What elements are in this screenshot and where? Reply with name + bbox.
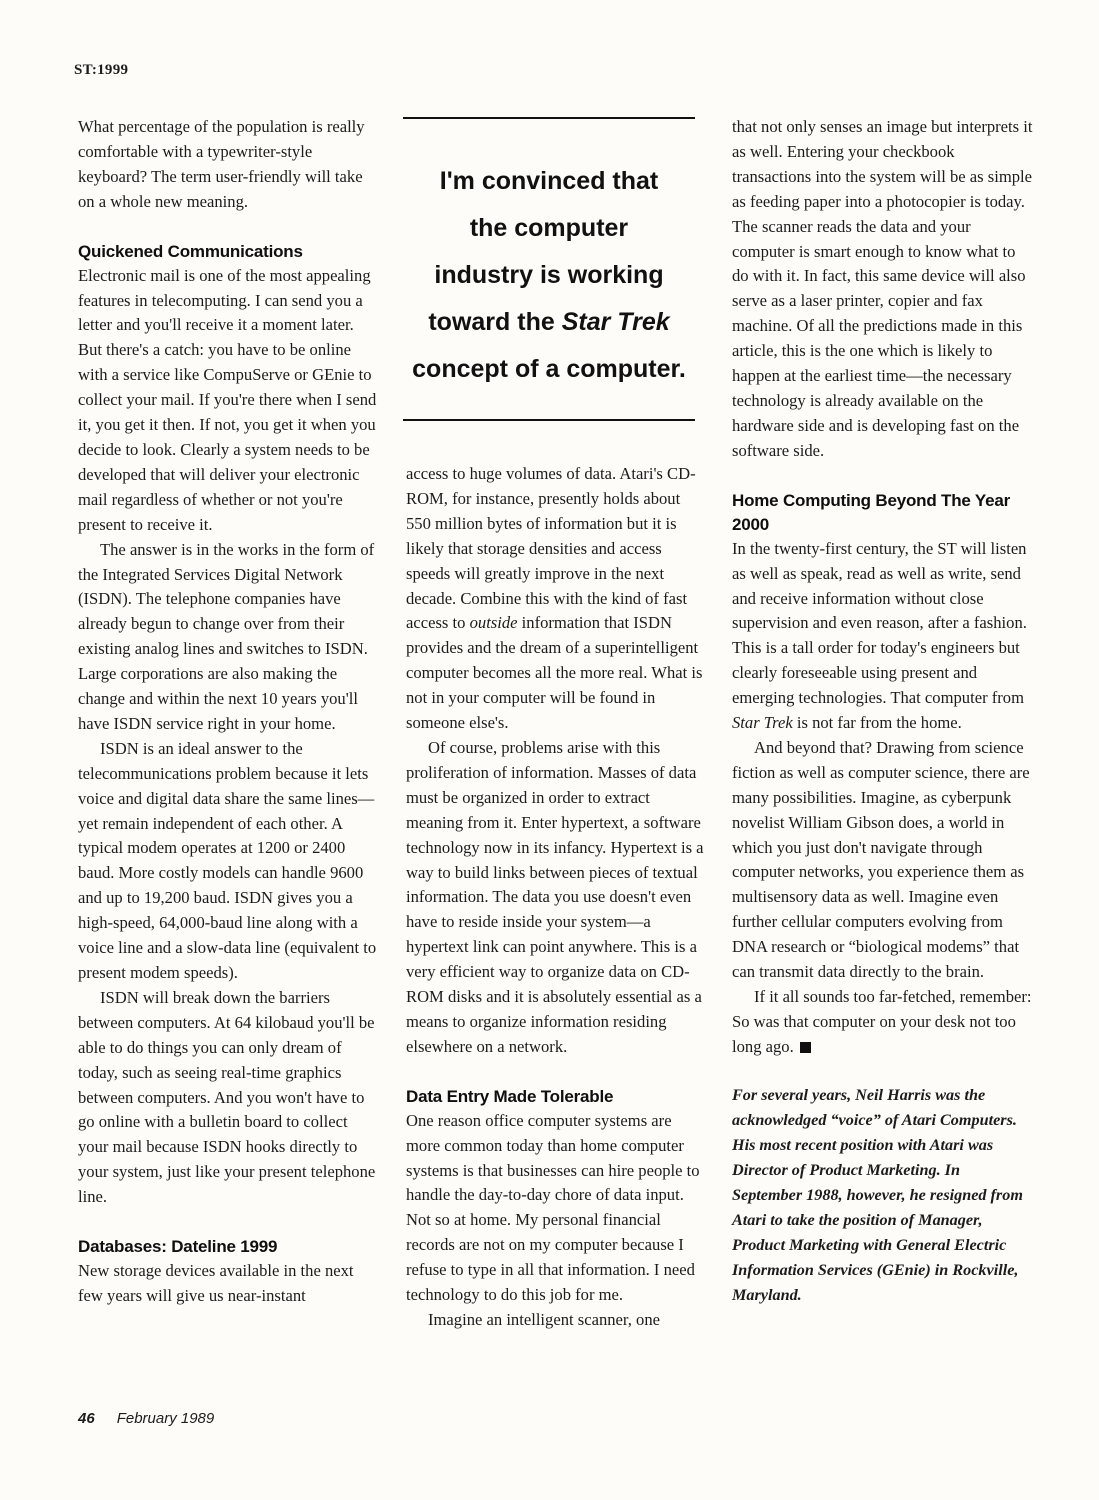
paragraph-twenty-first-century [732,537,1034,736]
column-2 [406,462,708,1333]
heading-home-computing: Home Computing Beyond The Year 2000 [732,490,1011,534]
paragraph-isdn-works: The answer is in the works in the form of the Integrated Services Digital Network (ISDN). The telephone companies have already begun to change over from their existing analog lines and switches to ISDN. Large corporations are also making the change and within the next 10 years you'll have ISDN service right in your home. [78,539,375,733]
paragraph-access [406,462,708,736]
heading-quickened-communications: Quickened Communications [78,241,303,261]
page-number: 46 [78,1410,95,1427]
column-1 [78,115,380,1309]
page-footer [78,1410,214,1427]
pull-quote-line-3: industry is working [434,261,664,289]
paragraph-isdn-barriers: ISDN will break down the barriers between computers. At 64 kilobaud you'll be able to do things you can only dream of today, such as seeing real-time graphics between computers. And you won't have to go online with a bulletin board to collect your mail because ISDN hooks directly to your system, just like your present telephone line. [78,987,376,1207]
paragraph-isdn-ideal: ISDN is an ideal answer to the telecommunications problem because it lets voice and digital data share the same lines—yet remain independent of each other. A typical modem operates at 1200 or 2400 baud. More costly models can handle 9600 and up to 19,200 baud. ISDN gives you a high-speed, 64,000-baud line along with a voice line and a slow-data line (equivalent to present modem speeds). [78,738,377,982]
paragraph-far-fetched [732,985,1034,1060]
heading-data-entry: Data Entry Made Tolerable [406,1086,614,1106]
paragraph-hypertext: Of course, problems arise with this proliferation of information. Masses of data must be organized in order to extract meaning from it. Enter hypertext, a software technology now in its infancy. Hypertext is a way to build links between pieces of textual information. The data you use doesn't even have to reside inside your system—a hypertext link can point anywhere. This is a very efficient way to organize data on CD-ROM disks and it is absolutely essential as a means to organize information residing elsewhere on a network. [406,737,704,1056]
paragraph-twenty-first-text-1: In the twenty-first century, the ST will listen as well as speak, read as well as write, send and receive information without close supervision and even reason, after a fashion. This is a tall order for today's engineers but clearly foreseeable using present and emerging technologies. That computer from [732,538,1027,708]
paragraph-storage: New storage devices available in the next few years will give us near-instant [78,1261,354,1305]
pull-quote-line-4-text: toward the [428,308,562,336]
paragraph-twenty-first-emphasis: Star Trek [732,713,793,733]
heading-databases: Databases: Dateline 1999 [78,1237,278,1257]
paragraph-intro: What percentage of the population is really comfortable with a typewriter-style keyboard? The term user-friendly will take on a whole new meaning. [78,117,365,211]
paragraph-beyond: And beyond that? Drawing from science fiction as well as computer science, there are many possibilities. Imagine, as cyberpunk novelist William Gibson does, a world in which you just don't navigate through computer networks, you experience them as multisensory data as well. Imagine even further cellular computers evolving from DNA research or “biological modems” that can transmit data directly to the brain. [732,737,1030,982]
paragraph-access-text-1: access to huge volumes of data. Atari's CD-ROM, for instance, presently holds about 550 million bytes of information but it is likely that storage densities and access speeds will greatly improve in the next decade. Combine this with the kind of fast access to [406,464,696,633]
paragraph-twenty-first-text-2: is not far from the home. [792,713,962,733]
pull-quote-line-4 [403,299,695,346]
section-tag: ST:1999 [74,62,129,78]
pull-quote-line-5: concept of a computer. [412,355,686,383]
paragraph-scanner-continued: that not only senses an image but interprets it as well. Entering your checkbook transactions into the system will be as simple as feeding paper into a photocopier is today. The scanner reads the data and your computer is smart enough to know what to do with it. In fact, this same device will also serve as a laser printer, copier and fax machine. Of all the predictions made in this article, this is the one which is likely to happen at the earliest time—the necessary technology is already available on the hardware side and is developing fast on the software side. [732,117,1033,460]
paragraph-electronic-mail: Electronic mail is one of the most appealing features in telecomputing. I can send you a letter and you'll receive it a moment later. But there's a catch: you have to be online with a service like CompuServe or GEnie to collect your mail. If you're there when I send it, you get it then. If not, you get it when you decide to look. Clearly a system needs to be developed that will deliver your electronic mail regardless of whether or not you're present to receive it. [78,265,377,534]
pull-quote [403,117,695,421]
pull-quote-star-trek: Star Trek [561,308,670,336]
paragraph-far-fetched-text: If it all sounds too far-fetched, remember: So was that computer on your desk not too long ago. [732,987,1032,1056]
pull-quote-line-2: the computer [469,214,629,242]
paragraph-scanner: Imagine an intelligent scanner, one [428,1310,661,1329]
paragraph-access-emphasis: outside [469,613,518,633]
author-bio: For several years, Neil Harris was the acknowledged “voice” of Atari Computers. His most recent position with Atari was Director of Product Marketing. In September 1988, however, he resigned from Atari to take the position of Manager, Product Marketing with General Electric Information Services (GEnie) in Rockville, Maryland. [732,1085,1023,1304]
end-of-article-mark [800,1042,811,1053]
pull-quote-line-1: I'm convinced that [439,167,659,195]
issue-date: February 1989 [116,1410,215,1427]
paragraph-office-systems: One reason office computer systems are more common today than home computer systems is that businesses can hire people to handle the day-to-day chore of data input. Not so at home. My personal financial records are not on my computer because I refuse to type in all that information. I need technology to do this job for me. [406,1110,700,1305]
column-3 [732,115,1034,1308]
paragraph-access-text-2: information that ISDN provides and the dream of a superintelligent computer becomes all the more real. What is not in your computer will be found in someone else's. [406,613,703,733]
